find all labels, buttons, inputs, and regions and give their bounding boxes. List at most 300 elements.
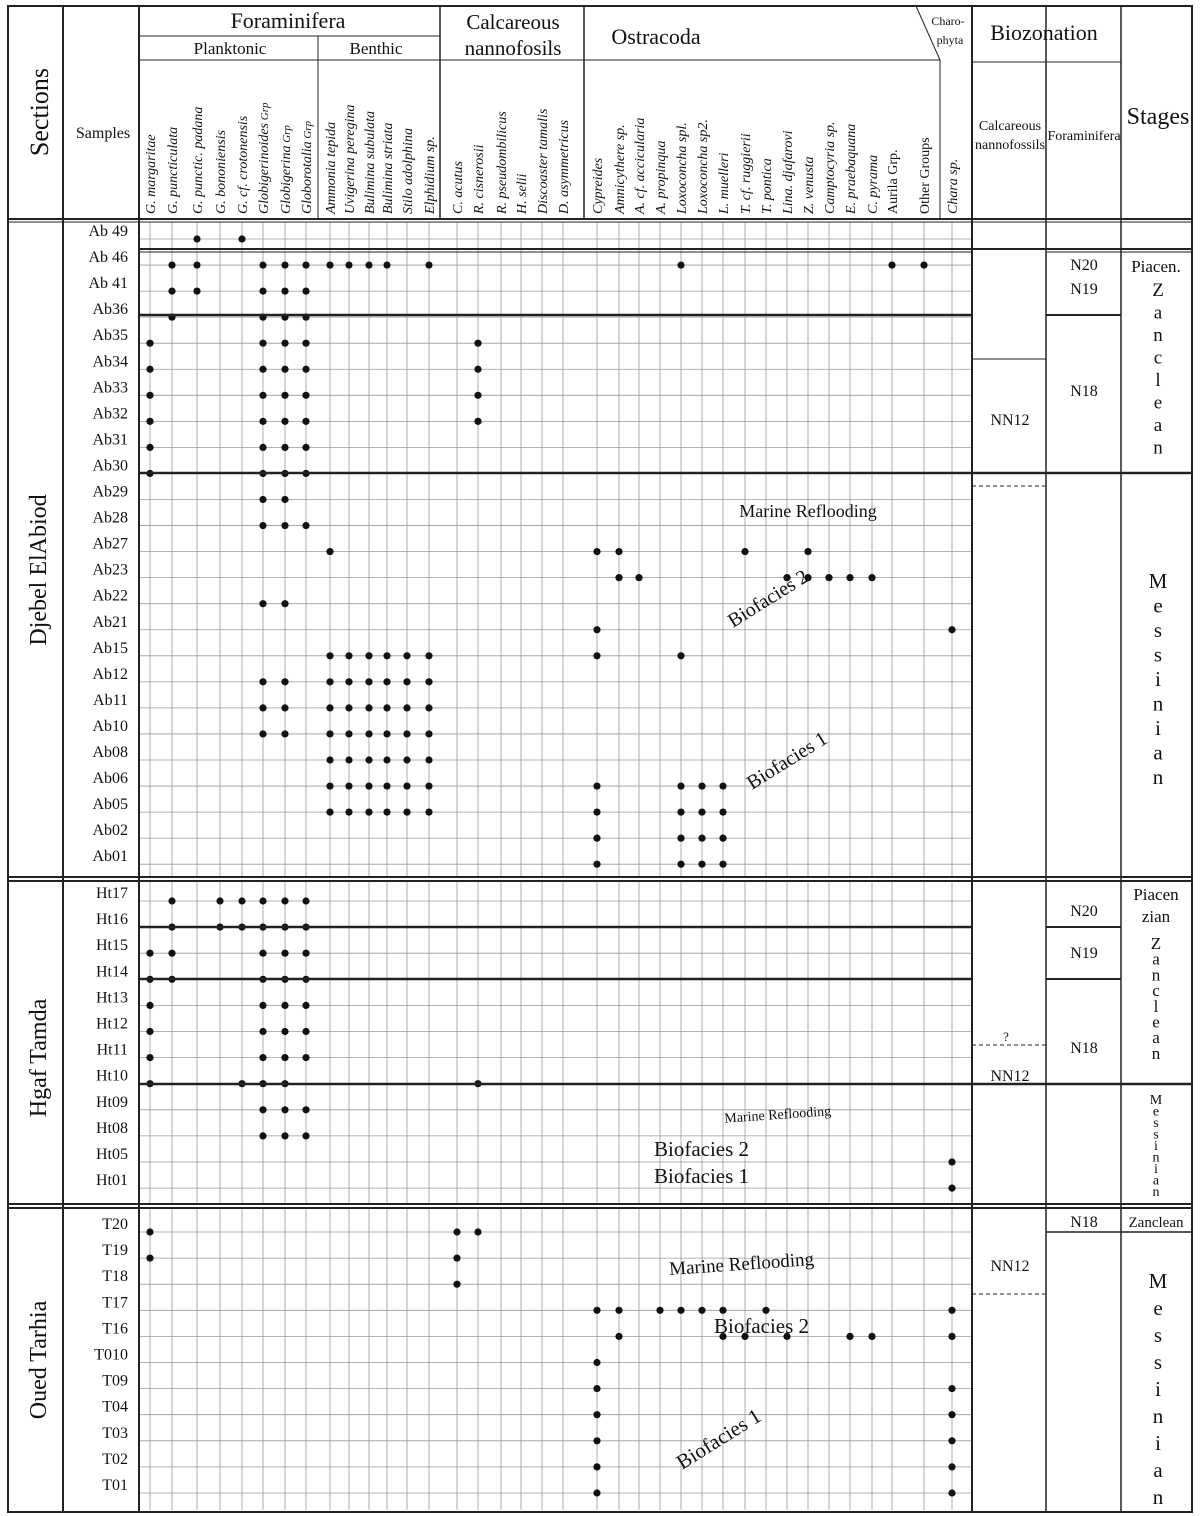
occurrence-dot [677,809,684,816]
occurrence-dot [302,1132,309,1139]
occurrence-dot [403,809,410,816]
foraminifera-header: Foraminifera [230,8,346,33]
sample-label: Ab 41 [88,275,128,293]
sample-label: T04 [102,1398,128,1416]
taxon-label: R. cisnerosii [472,144,487,214]
occurrence-dot [383,652,390,659]
stage-letter: s [1153,1350,1163,1374]
occurrence-dot [281,522,288,529]
occurrence-dot [281,704,288,711]
stage-letter: a [1153,1458,1163,1482]
occurrence-dot [474,1228,481,1235]
stage-letter: a [1152,1028,1160,1048]
sample-label: Ab34 [92,353,128,371]
stage-letter: a [1153,415,1163,436]
stage-letter: n [1152,691,1164,716]
taxon-label: Globigerinoides Grp [257,102,272,214]
taxon-label: C. pyrama [866,154,881,214]
marine-reflooding-label: Marine Reflooding [723,1104,832,1127]
sample-label: T18 [102,1268,128,1286]
occurrence-dot [302,366,309,373]
occurrence-dot [677,261,684,268]
occurrence-dot [593,1385,600,1392]
occurrence-dot [425,730,432,737]
stage-letter: n [1153,325,1163,346]
bz-nanno-header-line2: nannofossils [975,138,1045,153]
taxon-suffix: Grp [259,102,271,123]
occurrence-dot [383,730,390,737]
occurrence-dot [593,626,600,633]
occurrence-dot [281,288,288,295]
occurrence-dot [326,548,333,555]
occurrence-dot [762,1307,769,1314]
occurrence-dot [281,1054,288,1061]
occurrence-dot [345,809,352,816]
stage-letter: e [1153,593,1163,618]
occurrence-dot [403,730,410,737]
occurrence-dot [259,730,266,737]
occurrence-dot [635,574,642,581]
occurrence-dot [741,548,748,555]
foram-zone: N19 [1070,281,1098,298]
occurrence-dot [259,522,266,529]
occurrence-dot [146,366,153,373]
occurrence-dot [615,1333,622,1340]
occurrence-dot [259,600,266,607]
taxon-label: Z. venusta [802,156,817,214]
occurrence-dot [698,782,705,789]
occurrence-dot [365,704,372,711]
taxon-label: T. pontica [760,158,775,214]
occurrence-dot [302,288,309,295]
taxon-label: Elphidium sp. [423,136,438,214]
sample-label: Ab10 [92,717,128,735]
taxon-label: Uvigerina peregina [343,104,358,214]
occurrence-dot [425,809,432,816]
occurrence-dot [383,809,390,816]
occurrence-dot [383,756,390,763]
sample-label: Ht14 [96,963,128,981]
sample-label: Ab12 [92,665,128,683]
sample-label: Ht12 [96,1015,128,1033]
occurrence-dot [365,261,372,268]
taxon-label: D. asymmetricus [557,119,572,214]
outer-frame [8,6,1192,1512]
sample-label: Ab23 [92,561,128,579]
occurrence-dot [719,782,726,789]
occurrence-dot [656,1307,663,1314]
occurrence-dot [677,782,684,789]
occurrence-dot [453,1255,460,1262]
occurrence-dot [383,704,390,711]
sample-label: Ab22 [92,587,128,605]
occurrence-dot [425,652,432,659]
taxon-label: Loxoconcha sp2. [696,119,711,214]
stages-header: Stages [1126,104,1190,130]
occurrence-dot [474,366,481,373]
nanno-question: ? [1003,1029,1009,1044]
stage-letter: c [1153,347,1163,369]
occurrence-dot [615,1307,622,1314]
occurrence-dot [193,235,200,242]
occurrence-dot [281,678,288,685]
sample-label: Ht13 [96,989,128,1007]
sample-label: Ab21 [92,613,128,631]
stage-letter: n [1152,1404,1164,1428]
occurrence-dot [302,950,309,957]
sample-label: Ab36 [92,301,128,319]
occurrence-dot [948,1463,955,1470]
samples-header: Samples [75,125,131,142]
stage-letter: s [1153,1127,1159,1143]
occurrence-dot [168,897,175,904]
occurrence-dot [146,950,153,957]
sample-label: T03 [102,1424,128,1442]
nanno-header-line2: nannofosils [464,36,562,60]
occurrence-dot [719,861,726,868]
occurrence-dot [281,1028,288,1035]
occurrence-dot [259,897,266,904]
stage-letter: i [1154,1139,1158,1154]
occurrence-dot [948,1333,955,1340]
occurrence-dot [281,444,288,451]
stage-letter: l [1155,370,1161,391]
occurrence-dot [593,782,600,789]
bz-nanno-header-line1: Calcareous [978,119,1042,134]
occurrence-dot [698,835,705,842]
taxon-label: G. punctic. padana [191,106,206,214]
occurrence-dot [216,897,223,904]
occurrence-dot [326,782,333,789]
taxon-label: H. selii [515,173,530,214]
occurrence-dot [593,1307,600,1314]
stage-letter: c [1152,981,1160,1001]
occurrence-dot [259,1028,266,1035]
occurrence-dot [948,1489,955,1496]
occurrence-dot [365,809,372,816]
occurrence-dot [948,1411,955,1418]
sample-label: Ht11 [96,1041,128,1059]
stage-letter: Z [1152,280,1164,301]
occurrence-dot [168,950,175,957]
occurrence-dot [719,1307,726,1314]
taxon-label: E. praebaquana [844,123,859,214]
foram-zone: N19 [1070,945,1098,962]
occurrence-dot [259,418,266,425]
occurrence-dot [425,704,432,711]
sample-label: Ab31 [92,431,128,449]
stage-letter: n [1152,765,1164,789]
stage-letter: Z [1150,934,1162,953]
occurrence-dot [948,1158,955,1165]
stage-letter: e [1153,392,1163,414]
sample-label: Ab05 [92,796,128,814]
occurrence-dot [677,835,684,842]
occurrence-dot [281,366,288,373]
sample-label: Ht10 [96,1067,128,1085]
occurrence-dot [345,261,352,268]
stage-letter: n [1152,1150,1160,1166]
charophyta-header-line2: phyta [936,33,964,47]
section-name: Hgaf Tamda [26,998,52,1118]
stage-label-vertical [1152,280,1164,459]
occurrence-dot [302,897,309,904]
taxon-suffix: Grp [302,120,314,142]
occurrence-dot [238,897,245,904]
taxon-label: Loxoconcha spl. [675,122,690,214]
biofacies-1-label: Biofacies 1 [742,727,832,795]
occurrence-dot [345,704,352,711]
occurrence-dot [719,835,726,842]
taxon-label: Other Groups [918,137,933,214]
occurrence-dot [302,522,309,529]
occurrence-dot [383,782,390,789]
stage-label-vertical [1150,1093,1163,1200]
occurrence-dot [168,288,175,295]
occurrence-dot [868,574,875,581]
stage-letter: i [1155,716,1161,740]
stage-label: Piacen. [1131,257,1181,276]
stage-letter: n [1153,437,1163,459]
taxon-label: A. cf. accicularia [633,117,648,214]
stage-letter: a [1153,302,1163,324]
occurrence-dot [302,392,309,399]
occurrence-dot [259,288,266,295]
sample-label: Ab01 [92,848,128,866]
occurrence-dot [259,950,266,957]
biozonation-header: Biozonation [990,20,1098,45]
sample-label: T02 [102,1450,128,1468]
occurrence-dot [593,1359,600,1366]
occurrence-dot [302,1028,309,1035]
foram-zone: N20 [1070,257,1098,274]
stage-letter: a [1152,949,1160,969]
sample-label: Ht09 [96,1093,128,1111]
occurrence-dot [281,950,288,957]
occurrence-dot [948,1185,955,1192]
occurrence-dot [403,756,410,763]
occurrence-dot [593,1411,600,1418]
stage-letter: n [1151,965,1161,985]
occurrence-dot [868,1333,875,1340]
occurrence-dot [698,1307,705,1314]
occurrence-dot [425,756,432,763]
occurrence-dot [425,261,432,268]
taxon-label: R. pseudombilicus [495,111,510,214]
stage-letter: M [1148,569,1168,593]
occurrence-dot [474,392,481,399]
sample-label: Ab 46 [88,249,128,267]
stage-letter: M [1149,1093,1163,1108]
occurrence-dot [146,1255,153,1262]
stage-label-vertical [1149,1269,1168,1509]
taxon-label: Amnicythere sp. [613,124,628,214]
stage-letter: e [1152,1012,1160,1032]
taxon-label: Globigerina Grp [279,125,294,214]
sample-label: T09 [102,1372,128,1390]
taxon-label: G. margaritae [144,134,159,214]
section-name: Djebel ElAbiod [26,494,52,646]
occurrence-dot [719,809,726,816]
occurrence-dot [453,1281,460,1288]
occurrence-dot [302,1106,309,1113]
occurrence-dot [259,678,266,685]
occurrence-dot [238,235,245,242]
occurrence-dot [326,261,333,268]
occurrence-dot [383,261,390,268]
biofacies-1-label: Biofacies 1 [654,1164,750,1188]
occurrence-dot [326,704,333,711]
occurrence-dot [593,861,600,868]
occurrence-dot [948,1307,955,1314]
sample-label: Ht15 [96,937,128,955]
occurrence-dot [259,444,266,451]
stage-label-vertical [1149,569,1168,789]
occurrence-dot [146,444,153,451]
occurrence-dot [281,340,288,347]
occurrence-dot [888,261,895,268]
occurrence-dot [474,418,481,425]
nanno-zone: NN12 [990,1068,1030,1085]
marine-reflooding-label: Marine Reflooding [739,501,877,521]
benthic-header: Benthic [349,39,403,58]
occurrence-dot [677,861,684,868]
sample-label: Ht01 [96,1172,128,1190]
occurrence-dot [302,444,309,451]
stage-letter: i [1154,1162,1158,1177]
occurrence-dot [403,678,410,685]
bz-foram-header: Foraminifera [1047,129,1121,144]
occurrence-dot [259,366,266,373]
charophyta-header-line1: Charo- [931,14,965,28]
foram-zone: N18 [1070,383,1098,400]
foram-zone: N20 [1070,903,1098,920]
taxon-label: Stilo adolphina [401,128,416,214]
occurrence-dot [425,782,432,789]
occurrence-dot [146,1028,153,1035]
occurrence-dot [345,678,352,685]
occurrence-dot [146,1002,153,1009]
sample-label: Ab11 [93,691,128,709]
stage-letter: i [1155,1431,1161,1455]
taxon-label: G. puncticulata [166,126,181,214]
occurrence-dot [383,678,390,685]
taxon-label: G. bononiensis [214,130,229,214]
occurrence-dot [281,392,288,399]
sample-label: Ab08 [92,744,128,761]
sample-label: Ab15 [92,639,128,657]
occurrence-dot [281,496,288,503]
occurrence-dot [365,730,372,737]
stage-letter: n [1151,1043,1161,1063]
nanno-header-line1: Calcareous [466,10,560,34]
biofacies-2-label: Biofacies 2 [654,1137,750,1161]
occurrence-dot [365,652,372,659]
foram-zone: N18 [1070,1040,1098,1057]
sample-label: T17 [102,1294,128,1312]
taxon-label: G. cf. crotonensis [236,115,251,214]
stage-letter: n [1152,1185,1160,1200]
stage-letter: s [1153,642,1163,667]
occurrence-dot [365,782,372,789]
occurrence-dot [281,1132,288,1139]
occurrence-dot [146,418,153,425]
occurrence-dot [948,1437,955,1444]
occurrence-dot [326,652,333,659]
occurrence-dot [326,756,333,763]
occurrence-dot [193,288,200,295]
taxon-label: Bulimina striata [381,122,396,214]
planktonic-header: Planktonic [193,39,267,58]
sections-header: Sections [25,67,54,157]
occurrence-dot [345,756,352,763]
biofacies-1-label: Biofacies 1 [671,1403,766,1475]
occurrence-dot [677,1307,684,1314]
section-name: Oued Tarhia [26,1300,52,1420]
occurrence-dot [593,548,600,555]
occurrence-dot [698,861,705,868]
occurrence-dot [403,652,410,659]
occurrence-dot [593,1437,600,1444]
sample-label: T20 [102,1216,128,1233]
occurrence-dot [345,782,352,789]
sample-label: T19 [102,1242,128,1260]
foram-zone: N18 [1070,1214,1098,1231]
occurrence-dot [615,548,622,555]
stage-letter: i [1155,667,1161,691]
sample-label: Ht16 [96,911,128,929]
occurrence-dot [593,1463,600,1470]
taxon-label: L. muelleri [717,152,732,214]
sample-label: Ab28 [92,509,128,527]
stage-letter: l [1153,996,1159,1016]
taxon-label: Cypreides [591,157,606,214]
occurrence-dot [259,1002,266,1009]
stage-letter: s [1153,618,1163,642]
taxon-label: Aurila Grp. [886,149,901,214]
sample-label: Ht17 [96,885,128,902]
occurrence-dot [345,730,352,737]
occurrence-dot [281,1002,288,1009]
stage-letter: a [1153,740,1163,765]
occurrence-dot [302,261,309,268]
stage-label-vertical [1151,934,1161,1063]
occurrence-dot [403,782,410,789]
occurrence-dot [281,897,288,904]
occurrence-dot [259,340,266,347]
occurrence-dot [920,261,927,268]
occurrence-dot [948,1385,955,1392]
occurrence-dot [146,392,153,399]
sample-label: Ab30 [92,457,128,475]
taxon-label: Camptocyria sp. [823,121,838,214]
stage-letter: i [1155,1377,1161,1401]
occurrence-dot [326,678,333,685]
taxon-label: A. propinqua [654,140,669,214]
occurrence-dot [593,835,600,842]
taxon-label: Ammonia tepida [324,121,339,214]
occurrence-dot [302,1054,309,1061]
occurrence-dot [259,496,266,503]
occurrence-dot [593,652,600,659]
occurrence-dot [615,574,622,581]
occurrence-dot [281,600,288,607]
occurrence-dot [146,1228,153,1235]
occurrence-dot [698,809,705,816]
stage-letter: e [1152,1104,1160,1120]
taxon-label: Lina. djafarovi [781,130,796,214]
occurrence-dot [403,704,410,711]
